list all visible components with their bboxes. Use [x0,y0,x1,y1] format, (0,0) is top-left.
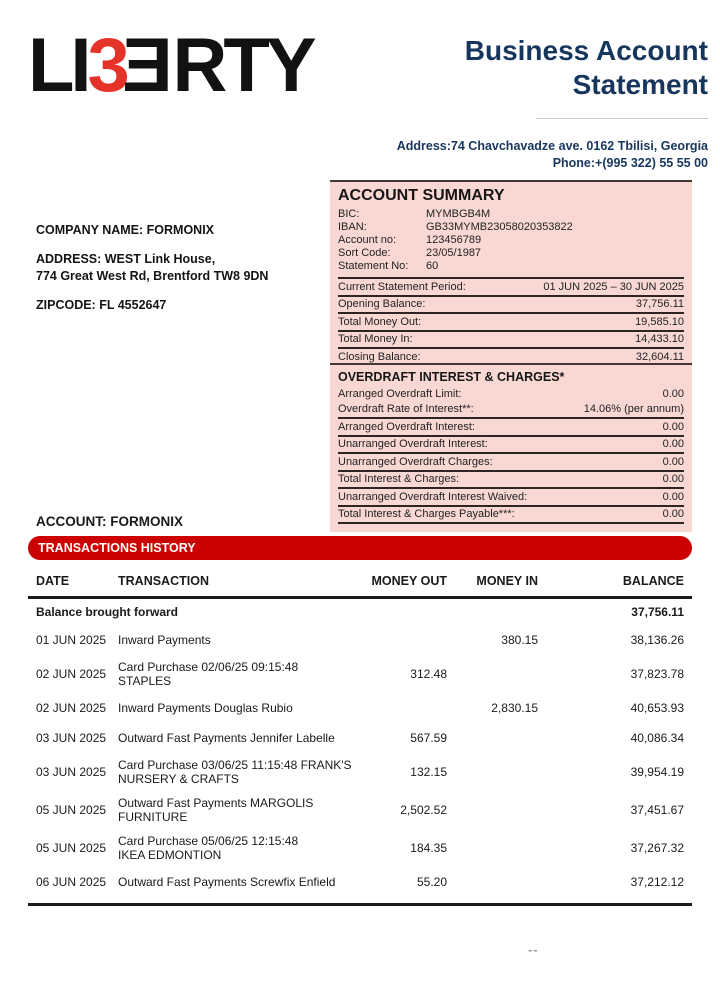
transaction-balance: 37,212.12 [630,875,684,889]
account-no-label: Account no: [338,234,397,246]
logo-reversed-e: E [125,23,173,108]
transaction-balance: 37,823.78 [630,667,684,681]
closing-balance-value: 32,604.11 [635,350,684,363]
total-money-in-value: 14,433.10 [635,333,684,345]
transaction-date: 03 JUN 2025 [36,765,107,779]
sort-code-label: Sort Code: [338,247,391,259]
transaction-money-out: 55.20 [416,875,447,889]
arranged-interest-label: Arranged Overdraft Interest: [338,420,475,433]
transaction-money-out: 2,502.52 [400,803,447,817]
transaction-date: 05 JUN 2025 [36,803,107,817]
sort-code-value: 23/05/1987 [426,247,482,259]
overdraft-row [338,452,684,470]
bank-address: Address:74 Chavchavadze ave. 0162 Tbilisi, Georgia [396,139,708,153]
total-interest-label: Total Interest & Charges: [338,473,460,485]
transaction-row [28,625,692,655]
summary-info-row [338,260,684,273]
transaction-row [28,655,692,693]
account-no-value: 123456789 [426,234,482,246]
account-summary-title: ACCOUNT SUMMARY [338,187,505,204]
transaction-row [28,867,692,897]
logo-text-rty: RTY [172,23,313,108]
transaction-money-out: 132.15 [410,765,447,779]
summary-info-row [338,208,684,221]
transaction-balance: 37,267.32 [630,841,684,855]
account-heading: ACCOUNT: FORMONIX [36,514,183,529]
company-address-line2: 774 Great West Rd, Brentford TW8 9DN [36,268,269,283]
total-money-out-row [338,312,684,330]
total-money-out-label: Total Money Out: [338,315,422,328]
transaction-money-in: 380.15 [501,633,538,647]
transaction-description: Inward Payments Douglas Rubio [118,701,293,715]
transaction-money-out: 312.48 [410,667,447,681]
transaction-date: 01 JUN 2025 [36,633,107,647]
brought-forward-balance: 37,756.11 [631,605,684,619]
transaction-money-out: 567.59 [410,731,447,745]
brought-forward-label: Balance brought forward [36,605,179,619]
summary-info-row [338,247,684,260]
company-name: COMPANY NAME: FORMONIX [36,223,215,237]
transaction-description: Outward Fast Payments Jennifer Labelle [118,731,335,745]
transaction-description: Inward Payments [118,633,211,647]
col-header-date: DATE [36,574,70,588]
transaction-money-out: 184.35 [410,841,447,855]
table-bottom-divider [28,903,692,906]
iban-value: GB33MYMB23058020353822 [426,221,573,233]
transaction-balance: 40,653.93 [630,701,684,715]
transaction-row [28,723,692,753]
summary-info-row [338,234,684,247]
overdraft-box [330,363,692,532]
charges-payable-label: Total Interest & Charges Payable***: [338,508,515,520]
transaction-money-in: 2,830.15 [491,701,538,715]
transaction-description: Card Purchase 02/06/25 09:15:48 STAPLES [118,660,299,688]
bank-phone: Phone:+(995 322) 55 55 00 [552,155,708,170]
table-header-row [28,566,692,596]
unarranged-interest-label: Unarranged Overdraft Interest: [338,438,488,450]
logo-red-three: 3 [87,23,126,108]
company-info-block [36,222,268,313]
total-interest-value: 0.00 [662,473,684,485]
liberty-logo [28,23,313,108]
col-header-money-out: MONEY OUT [371,574,447,588]
total-money-in-label: Total Money In: [338,333,413,345]
overdraft-row [338,470,684,488]
statement-no-value: 60 [426,260,439,272]
unarranged-charges-value: 0.00 [662,455,684,468]
transaction-row [28,791,692,829]
opening-balance-value: 37,756.11 [635,298,684,310]
transaction-row [28,693,692,723]
transaction-balance: 38,136.26 [630,633,684,647]
col-header-transaction: TRANSACTION [118,574,209,588]
overdraft-row [338,386,684,402]
overdraft-row [338,402,684,418]
arranged-limit-value: 0.00 [662,387,684,400]
summary-info-row [338,221,684,234]
unarranged-interest-value: 0.00 [662,438,684,450]
statement-period-label: Current Statement Period: [338,280,466,293]
statement-period-value: 01 JUN 2025 – 30 JUN 2025 [543,280,684,293]
statement-period-row [338,277,684,295]
transaction-row [28,753,692,791]
transaction-row [28,829,692,867]
logo-text-li: LI [28,23,88,108]
total-money-out-value: 19,585.10 [635,315,684,328]
overdraft-title: OVERDRAFT INTEREST & CHARGES* [338,370,565,384]
account-summary-box [330,180,692,375]
transaction-description: Card Purchase 05/06/25 12:15:48 IKEA EDMONTION [118,834,299,862]
summary-balances-table [338,277,684,367]
page-mark: -- [528,942,539,957]
interest-waived-label: Unarranged Overdraft Interest Waived: [338,490,528,503]
overdraft-row [338,487,684,505]
closing-balance-label: Closing Balance: [338,350,421,363]
bank-contact-block [397,138,708,172]
rate-of-interest-label: Overdraft Rate of Interest**: [338,403,474,415]
transaction-description: Outward Fast Payments MARGOLIS FURNITURE [118,796,314,824]
transaction-date: 03 JUN 2025 [36,731,107,745]
transaction-date: 05 JUN 2025 [36,841,107,855]
bic-value: MYMBGB4M [426,208,491,220]
transaction-balance: 40,086.34 [630,731,684,745]
company-address-line1: ADDRESS: WEST Link House, [36,252,216,267]
col-header-money-in: MONEY IN [476,574,538,588]
iban-label: IBAN: [338,221,367,233]
charges-payable-value: 0.00 [662,508,684,520]
arranged-interest-value: 0.00 [662,420,684,433]
total-money-in-row [338,330,684,348]
interest-waived-value: 0.00 [662,490,684,503]
balance-brought-forward-row [28,599,692,625]
transactions-history-banner: TRANSACTIONS HISTORY [28,536,692,560]
overdraft-row [338,417,684,435]
statement-no-label: Statement No: [338,260,409,272]
transaction-description: Card Purchase 03/06/25 11:15:48 FRANK'S NURSERY & CRAFTS [118,758,352,786]
col-header-balance: BALANCE [622,574,684,588]
opening-balance-label: Opening Balance: [338,298,426,310]
title-underline [536,118,708,119]
transaction-date: 02 JUN 2025 [36,667,107,681]
document-title: Business Account Statement [464,35,708,100]
overdraft-row [338,505,684,525]
transaction-date: 06 JUN 2025 [36,875,107,889]
transaction-balance: 39,954.19 [630,765,684,779]
company-zipcode: ZIPCODE: FL 4552647 [36,297,167,312]
unarranged-charges-label: Unarranged Overdraft Charges: [338,455,493,468]
rate-of-interest-value: 14.06% (per annum) [583,403,684,415]
transaction-balance: 37,451.67 [630,803,684,817]
bic-label: BIC: [338,208,360,220]
opening-balance-row [338,295,684,313]
transaction-date: 02 JUN 2025 [36,701,107,715]
transaction-description: Outward Fast Payments Screwfix Enfield [118,875,336,889]
overdraft-row [338,435,684,453]
arranged-limit-label: Arranged Overdraft Limit: [338,387,462,400]
transactions-table [28,566,692,906]
